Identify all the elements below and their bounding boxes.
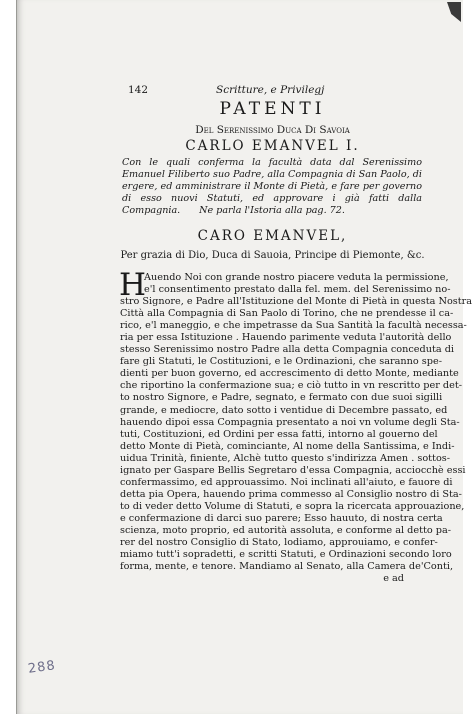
running-title: Scritture, e Privilegj [216, 84, 325, 96]
handwritten-folio-number: 288 [27, 658, 57, 677]
body-line: che riportino la confermazione sua; e ciò tutto in vn rescritto per det- [120, 380, 463, 392]
body-line: e'l consentimento prestato dalla fel. mem. del Serenissimo no- [144, 284, 451, 296]
body-line: ria per essa Istituzione . Hauendo parimente veduta l'autorità dello [120, 332, 452, 344]
body-line: grande, e mediocre, dato sotto i ventidue di Decembre passato, ed [120, 404, 448, 416]
page-number: 142 [128, 84, 149, 96]
body-line: forma, mente, e tenore. Mandiamo al Senato, alla Camera de'Conti, [120, 561, 454, 573]
body-line: Città alla Compagnia di San Paolo di Torino, che ne prendesse il ca- [120, 308, 454, 320]
body-line: rico, e'l maneggio, e che impetrasse da Sua Santità la facultà necessa- [120, 320, 467, 332]
body-line: hauendo dipoi essa Compagnia presentato a noi vn volume degli Sta- [120, 416, 460, 428]
body-line: detta pia Opera, hauendo prima commesso al Consiglio nostro di Sta- [120, 488, 462, 500]
body-line: Auendo Noi con grande nostro piacere veduta la permissione, [144, 272, 449, 283]
running-header [128, 83, 388, 97]
body-line: stesso Serenissimo nostro Padre alla detta Compagnia conceduta di [120, 344, 454, 356]
body-line: to di veder detto Volume di Statuti, e sopra la ricercata approuazione, [120, 500, 465, 512]
body-line: rer del nostro Consiglio di Stato, lodiamo, approuiamo, e confer- [120, 537, 438, 549]
duke-title-line: Del Serenissimo Duca Di Savoia [195, 124, 350, 136]
body-line: e confermazione di darci suo parere; Esso hauuto, di nostra certa [120, 512, 443, 524]
body-line: stro Signore, e Padre all'Istituzione del Monte di Pietà in questa Nostra [120, 296, 472, 308]
body-line: dienti per buon governo, ed accrescimento di detto Monte, mediante [120, 368, 459, 380]
salutation-name: CARO EMANVEL, [197, 228, 348, 244]
page-corner-mark [447, 2, 461, 22]
body-line: detto Monte di Pietà, cominciante, Al nome della Santissima, e Indi- [120, 440, 455, 452]
drop-cap-letter: H [119, 267, 147, 303]
salutation-titles: Per grazia di Dio, Duca di Sauoia, Principe di Piemonte, &c. [120, 250, 425, 261]
body-line: miamo tutt'i sopradetti, e scritti Statuti, e Ordinazioni secondo loro [120, 549, 452, 561]
body-line: ignato per Gaspare Bellis Segretaro d'essa Compagnia, acciocchè essi [120, 464, 466, 476]
summary-paragraph: Con le quali conferma la facultà data dal Serenissimo Emanuel Filiberto suo Padre, alla Compagnia di San Paolo, di ergere, ed amministrare il Monte di Pietà, e fare per governo di esso nuovi Statuti, ed approvare i già fatti dalla Compagnia. [122, 157, 422, 216]
body-text [119, 267, 472, 585]
summary-reference: Ne parla l'Istoria alla pag. 72. [199, 205, 345, 216]
body-line: uidua Trinità, finiente, Alchè tutto questo s'indirizza Amen . sottos- [120, 452, 451, 464]
body-line: scienza, moto proprio, ed autorità assoluta, e conforme al detto pa- [120, 524, 452, 536]
document-heading: PATENTI [219, 99, 326, 119]
duke-name: CARLO EMANVEL I. [185, 138, 360, 154]
body-line: to nostro Signore, e Padre, segnato, e fermato con due suoi sigilli [120, 392, 443, 404]
body-line: e ad [383, 573, 404, 585]
body-line: tuti, Costituzioni, ed Ordini per essa fatti, intorno al gouerno del [120, 428, 438, 440]
body-line: fare gli Statuti, le Costituzioni, e le Ordinazioni, che saranno spe- [120, 356, 442, 368]
body-line: confermassimo, ed approuassimo. Noi inclinati all'aiuto, e fauore di [120, 476, 453, 488]
